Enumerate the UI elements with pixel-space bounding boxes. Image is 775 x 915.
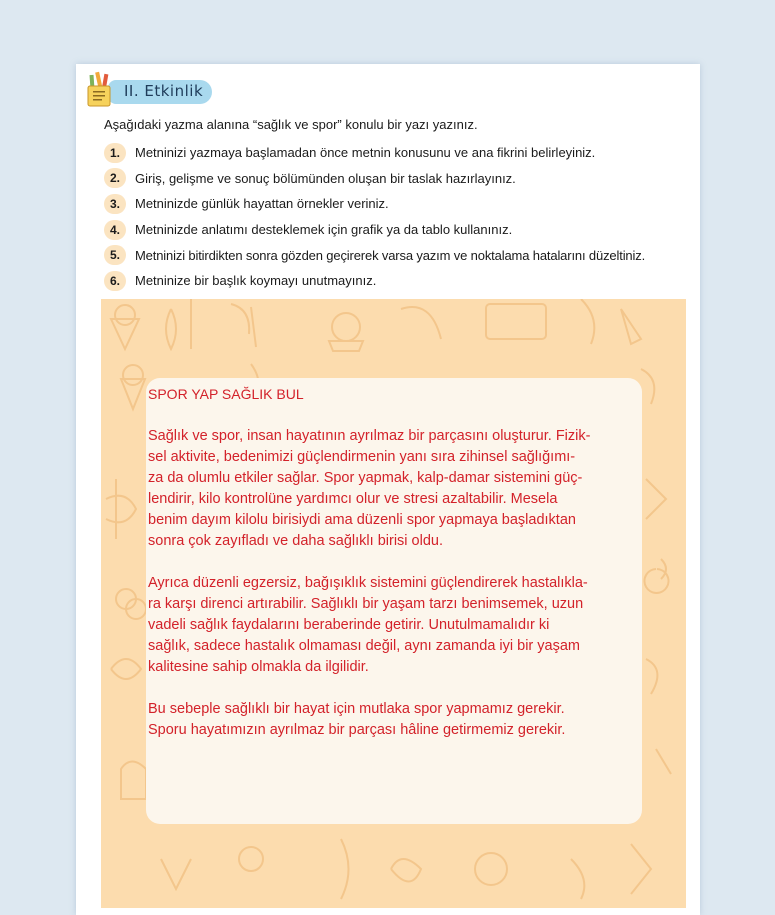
- step-number-badge: 2.: [104, 168, 126, 188]
- essay-line: benim dayım kilolu birisiydi ama düzenli spor yapmaya başladıktan: [148, 512, 576, 528]
- step-text: Giriş, gelişme ve sonuç bölümünden oluşan bir taslak hazırlayınız.: [135, 170, 516, 186]
- step-number-badge: 6.: [104, 271, 126, 291]
- instruction-item: [104, 268, 645, 294]
- step-text: Metninizi bitirdikten sonra gözden geçirerek varsa yazım ve noktalama hatalarını düzeltiniz.: [135, 247, 646, 263]
- activity-label: II. Etkinlik: [124, 82, 204, 100]
- essay-paragraph: [148, 699, 626, 741]
- step-number-badge: 3.: [104, 194, 126, 214]
- essay-line: Sporu hayatımızın ayrılmaz bir parçası hâline getirmemiz gerekir.: [148, 722, 566, 738]
- step-number-badge: 4.: [104, 220, 126, 240]
- step-text: Metninizde günlük hayattan örnekler veriniz.: [135, 196, 389, 212]
- instruction-item: [104, 191, 645, 217]
- essay-line: Bu sebeple sağlıklı bir hayat için mutlaka spor yapmamız gerekir.: [148, 701, 565, 717]
- essay-line: sonra çok zayıfladı ve daha sağlıklı birisi oldu.: [148, 533, 443, 549]
- instruction-list: [104, 140, 645, 294]
- pencil-cup-icon: [84, 70, 118, 110]
- essay-line: sağlık, sadece hastalık olmaması değil, aynı zamanda iyi bir yaşam: [148, 638, 580, 654]
- step-text: Metninizde anlatımı desteklemek için grafik ya da tablo kullanınız.: [135, 222, 513, 238]
- essay-title: SPOR YAP SAĞLIK BUL: [148, 386, 304, 402]
- essay-paragraph: [148, 426, 626, 552]
- essay-line: za da olumlu etkiler sağlar. Spor yapmak, kalp-damar sistemini güç-: [148, 470, 583, 486]
- essay-line: Ayrıca düzenli egzersiz, bağışıklık sistemini güçlendirerek hastalıkla-: [148, 575, 588, 591]
- step-number-badge: 1.: [104, 143, 126, 163]
- instruction-item: [104, 166, 645, 192]
- essay-line: vadeli sağlık faydalarını beraberinde getirir. Unutulmamalıdır ki: [148, 617, 550, 633]
- essay-line: ra karşı direnci artırabilir. Sağlıklı bir yaşam tarzı benimsemek, uzun: [148, 596, 584, 612]
- instruction-intro: Aşağıdaki yazma alanına “sağlık ve spor” konulu bir yazı yazınız.: [104, 117, 478, 132]
- instruction-item: [104, 140, 645, 166]
- essay-line: sel aktivite, bedenimizi güçlendirmenin yanı sıra zihinsel sağlığımı-: [148, 449, 576, 465]
- instruction-item: [104, 217, 645, 243]
- instruction-item: [104, 242, 645, 268]
- essay-text-area[interactable]: [148, 384, 626, 762]
- essay-paragraph: [148, 573, 626, 678]
- activity-header: [84, 70, 214, 110]
- essay-line: Sağlık ve spor, insan hayatının ayrılmaz bir parçasını oluşturur. Fizik-: [148, 428, 591, 444]
- step-text: Metninize bir başlık koymayı unutmayınız.: [135, 273, 377, 289]
- essay-line: lendirir, kilo kontrolüne yardımcı olur ve stresi azaltabilir. Mesela: [148, 491, 558, 507]
- essay-line: kalitesine sahip olmakla da ilgilidir.: [148, 659, 369, 675]
- step-text: Metninizi yazmaya başlamadan önce metnin konusunu ve ana fikrini belirleyiniz.: [135, 145, 596, 161]
- step-number-badge: 5.: [104, 245, 126, 265]
